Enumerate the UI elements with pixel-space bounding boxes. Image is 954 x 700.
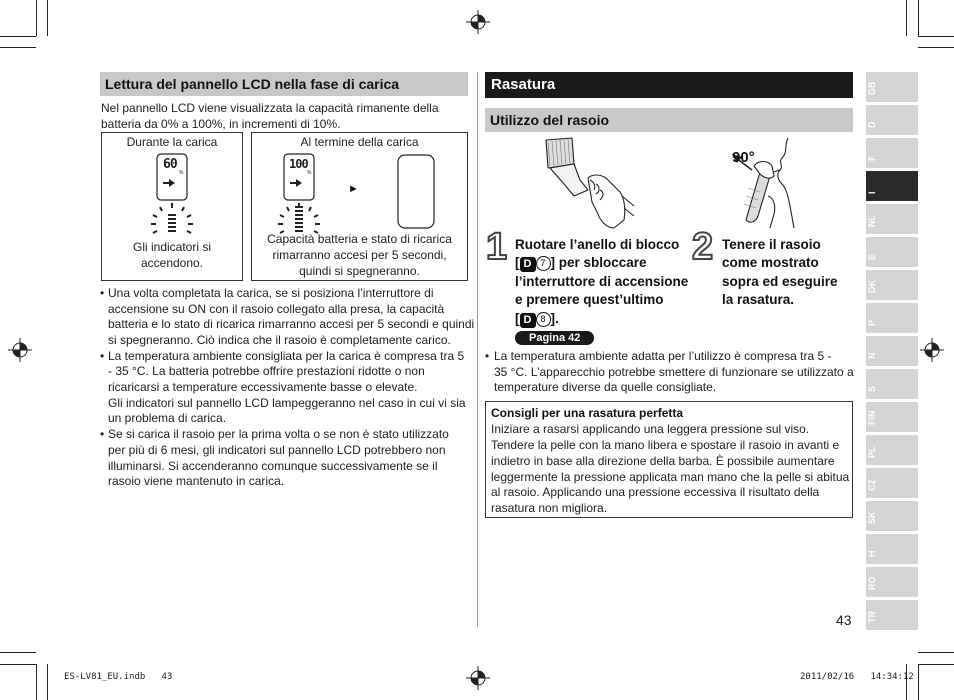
registration-mark-left-icon	[8, 338, 32, 362]
bullet-3-line-4: rasoio viene mantenuto in carica.	[108, 474, 285, 488]
bullet-3-line-3: illuminarsi. Si accenderanno comunque successivamente se il	[108, 459, 438, 473]
language-tab-label: FIN	[867, 410, 877, 425]
bullet-1-line-4: si spegneranno. Ciò indica che il rasoio è completamente carico.	[108, 333, 451, 347]
d-ref-icon: D	[520, 257, 536, 272]
language-tab-d[interactable]	[866, 105, 918, 135]
language-tab-label: H	[867, 550, 877, 557]
bullet-1-line-1: Una volta completata la carica, se si posiziona l’interruttore di	[108, 286, 434, 300]
language-tab-label: S	[867, 385, 877, 392]
language-tab-n[interactable]	[866, 336, 918, 366]
step-2-line-4: la rasatura.	[722, 292, 795, 307]
language-tab-cz[interactable]	[866, 468, 918, 498]
shaver-hand-illustration-icon	[534, 136, 636, 232]
language-tab-fin[interactable]	[866, 402, 918, 432]
step-1-line-5: [ D 8 ].	[515, 311, 559, 326]
bullet-1-line-3: batteria e lo stato di ricarica rimarranno accesi per 5 secondi e quindi	[108, 317, 475, 331]
bullet-dot-3: •	[100, 427, 105, 441]
language-tab-p[interactable]	[866, 303, 918, 333]
page-number: 43	[836, 612, 852, 628]
registration-mark-bottom-icon	[466, 666, 490, 690]
language-tab-gb[interactable]	[866, 72, 918, 102]
intro-line-2: batteria da 0% a 100%, in incrementi di 10%.	[101, 117, 341, 131]
tips-line-5: al rasoio. Applicando una pressione eccessiva il risultato della	[491, 485, 820, 499]
subsection-header-razor: Utilizzo del rasoio	[485, 108, 853, 132]
d-ref-icon-2: D	[520, 313, 536, 328]
tips-line-4: leggermente la pressione applicata man mano che la pelle si abitua	[491, 470, 850, 484]
step-1-line-3: l’interruttore di accensione	[515, 274, 689, 289]
column-divider	[477, 72, 478, 627]
lcd-display-off-icon	[397, 154, 435, 230]
section-header-lcd: Lettura del pannello LCD nella fase di carica	[100, 72, 468, 96]
bullet-2-line-4: Gli indicatori sul pannello LCD lampeggeranno nel caso in cui vi sia	[108, 396, 466, 410]
language-tab-label: SK	[867, 511, 877, 524]
lcd-readout-full: 100	[289, 157, 308, 171]
lcd-readout-charging: 60	[163, 157, 177, 172]
language-tab-s[interactable]	[866, 369, 918, 399]
bullet-dot-1: •	[100, 286, 105, 300]
language-tab-label: E	[867, 253, 877, 260]
ref-number-8: 8	[536, 312, 551, 327]
box1-caption-1: Gli indicatori si	[132, 240, 212, 254]
language-tab-e[interactable]	[866, 237, 918, 267]
tips-line-6: rasatura non migliora.	[491, 501, 608, 515]
language-tab-h[interactable]	[866, 534, 918, 564]
tips-line-2: Tendere la pelle con la mano libera e spostare il rasoio in avanti e	[491, 438, 840, 452]
language-tab-label: CZ	[867, 479, 877, 491]
intro-line-1: Nel pannello LCD viene visualizzata la capacità rimanente della	[101, 101, 439, 115]
tips-line-1: Iniziare a rasarsi applicando una leggera pressione sul viso.	[491, 422, 810, 436]
bullet-2-line-1: La temperatura ambiente consigliata per la carica è compresa tra 5	[108, 349, 465, 363]
language-tab-label: NL	[867, 215, 877, 227]
angle-label: 90°	[732, 149, 755, 166]
step-2-line-2: come mostrato	[722, 255, 819, 270]
tips-line-3: indietro in base alla direzione della barba. È possibile aumentare	[491, 454, 835, 468]
registration-mark-right-icon	[920, 338, 944, 362]
bullet-3-line-1: Se si carica il rasoio per la prima volta o se non è stato utilizzato	[108, 427, 449, 441]
step-1-line-2: [ D 7 ] per sbloccare	[515, 255, 647, 270]
language-tab-ro[interactable]	[866, 567, 918, 597]
step-1-line-4: e premere quest’ultimo	[515, 292, 664, 307]
note-line-2: 35 °C. L’apparecchio potrebbe smettere di funzionare se utilizzato a	[494, 365, 854, 379]
language-tab-label: F	[867, 155, 877, 161]
note-line-1: La temperatura ambiente adatta per l’utilizzo è compresa tra 5 -	[494, 349, 832, 363]
box2-caption-1: Capacità batteria e stato di ricarica	[267, 232, 452, 246]
language-tab-i[interactable]	[866, 171, 918, 201]
language-tab-nl[interactable]	[866, 204, 918, 234]
bullet-dot-2: •	[100, 349, 105, 363]
page-ref-badge[interactable]	[515, 328, 594, 346]
registration-mark-top-icon	[466, 10, 490, 34]
arrow-right-icon: ►	[348, 183, 359, 195]
bullet-2-line-3: ricaricarsi a temperature eccessivamente basse o elevate.	[108, 380, 418, 394]
language-tab-label: P	[867, 319, 877, 326]
footer-timestamp: 2011/02/16 14:34:12	[800, 672, 914, 682]
box1-caption-2: accendono.	[140, 256, 204, 270]
box2-title: Al termine della carica	[300, 135, 419, 149]
svg-text:%: %	[307, 170, 312, 176]
language-tab-label: D	[867, 121, 877, 128]
ref-number-7: 7	[536, 256, 551, 271]
language-tab-label: TR	[867, 611, 877, 623]
bullet-2-line-5: un problema di carica.	[108, 411, 227, 425]
step-2-line-3: sopra ed eseguire	[722, 274, 838, 289]
language-tab-label: I	[867, 191, 877, 194]
language-tab-f[interactable]	[866, 138, 918, 168]
tips-title: Consigli per una rasatura perfetta	[491, 406, 684, 420]
step-2-number: 2	[692, 226, 714, 268]
language-tab-pl[interactable]	[866, 435, 918, 465]
step-2-line-1: Tenere il rasoio	[722, 237, 821, 252]
step-1-line-1: Ruotare l’anello di blocco	[515, 237, 680, 252]
box2-caption-2: rimarranno accesi per 5 secondi,	[272, 248, 447, 262]
language-tab-label: GB	[867, 81, 877, 95]
svg-text:%: %	[179, 170, 184, 176]
step-1-number: 1	[486, 226, 508, 268]
language-tab-label: N	[867, 352, 877, 359]
language-tab-label: RO	[867, 576, 877, 590]
language-tab-label: DK	[867, 280, 877, 293]
box1-title: Durante la carica	[126, 135, 218, 149]
bullet-3-line-2: per più di 6 mesi, gli indicatori sul pannello LCD potrebbero non	[108, 443, 446, 457]
note-bullet-dot: •	[485, 349, 490, 363]
note-line-3: temperature diverse da quelle consigliate.	[494, 380, 717, 394]
bullet-1-line-2: accensione su ON con il rasoio collegato alla presa, la capacità	[108, 302, 445, 316]
language-tab-dk[interactable]	[866, 270, 918, 300]
bullet-2-line-2: - 35 °C. La batteria potrebbe offrire prestazioni ridotte o non	[108, 364, 425, 378]
section-header-rasatura: Rasatura	[485, 72, 853, 98]
box2-caption-3: quindi si spegneranno.	[299, 264, 420, 278]
page-ref-label[interactable]: Pagina 42	[515, 331, 594, 345]
language-tab-sk[interactable]	[866, 501, 918, 531]
language-tab-label: PL	[867, 446, 877, 458]
language-tab-tr[interactable]	[866, 600, 918, 630]
footer-file-info: ES-LV81_EU.indb 43	[64, 672, 173, 682]
